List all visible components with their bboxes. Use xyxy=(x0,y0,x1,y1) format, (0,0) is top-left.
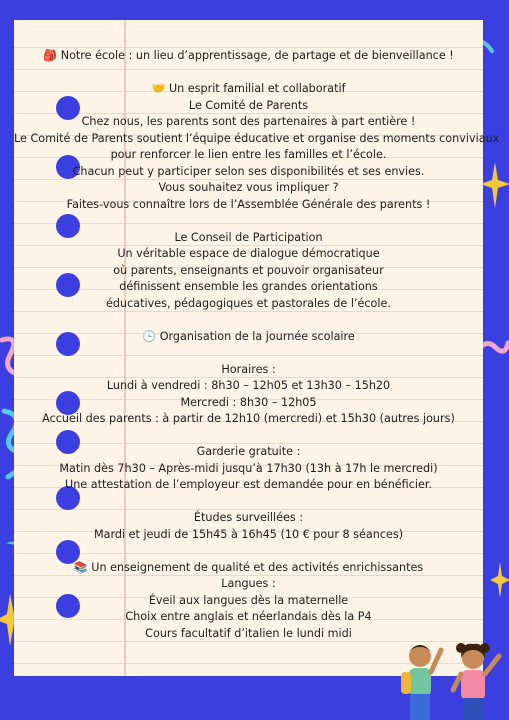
text-line: définissent ensemble les grandes orientations xyxy=(119,280,378,293)
yellow-star-icon xyxy=(484,560,509,600)
spacer xyxy=(14,65,483,82)
section-heading-teaching: 📚 Un enseignement de qualité et des activités enrichissantes xyxy=(73,560,424,574)
subheading-etudes: Études surveillées : xyxy=(193,511,304,524)
text-line: Faites-vous connaître lors de l’Assemblée Générale des parents ! xyxy=(66,197,431,211)
intro-heading: 🎒 Notre école : un lieu d’apprentissage, de partage et de bienveillance ! xyxy=(43,49,454,62)
text-line: Un véritable espace de dialogue démocratique xyxy=(117,247,380,260)
text-line: Accueil des parents : à partir de 12h10 (mercredi) et 15h30 (autres jours) xyxy=(42,412,455,425)
subheading-garderie: Garderie gratuite : xyxy=(196,445,301,458)
text-line: Matin dès 7h30 – Après-midi jusqu’à 17h30 (13h à 17h le mercredi) xyxy=(59,461,438,475)
school-info-text xyxy=(14,48,500,642)
text-line: Vous souhaitez vous impliquer ? xyxy=(158,181,339,194)
text-line: Éveil aux langues dès la maternelle xyxy=(148,593,349,607)
yellow-star-icon xyxy=(480,160,509,210)
children-illustration xyxy=(395,632,509,720)
text-line: pour renforcer le lien entre les familles et l’école. xyxy=(110,148,387,161)
section-heading-family: 🤝 Un esprit familial et collaboratif xyxy=(151,82,346,95)
subheading-comite: Le Comité de Parents xyxy=(188,98,309,112)
text-line: Le Comité de Parents soutient l’équipe éducative et organise des moments conviviaux xyxy=(14,131,500,145)
text-line: Cours facultatif d’italien le lundi midi xyxy=(145,626,352,640)
text-line: Mardi et jeudi de 15h45 à 16h45 (10 € pour 8 séances) xyxy=(93,527,404,541)
text-line: Chacun peut y participer selon ses disponibilités et ses envies. xyxy=(72,164,425,178)
spacer xyxy=(14,428,483,445)
text-line: Mercredi : 8h30 – 12h05 xyxy=(180,395,317,409)
subheading-horaires: Horaires : xyxy=(221,362,276,376)
spacer xyxy=(14,494,483,511)
spacer xyxy=(14,543,483,560)
spacer xyxy=(14,213,483,230)
spacer xyxy=(14,312,483,329)
text-line: Chez nous, les parents sont des partenaires à part entière ! xyxy=(81,115,416,128)
text-line: Lundi à vendredi : 8h30 – 12h05 et 13h30 – 15h20 xyxy=(106,379,391,392)
subheading-conseil: Le Conseil de Participation xyxy=(174,230,323,244)
text-line: Une attestation de l’employeur est demandée pour en bénéficier. xyxy=(65,478,432,491)
text-line: Choix entre anglais et néerlandais dès la P4 xyxy=(125,610,372,623)
section-heading-schedule: 🕒 Organisation de la journée scolaire xyxy=(142,329,355,343)
subheading-langues: Langues : xyxy=(221,577,276,590)
text-line: éducatives, pédagogiques et pastorales de l’école. xyxy=(106,296,391,310)
text-line: où parents, enseignants et pouvoir organisateur xyxy=(113,263,384,277)
spacer xyxy=(14,345,483,362)
